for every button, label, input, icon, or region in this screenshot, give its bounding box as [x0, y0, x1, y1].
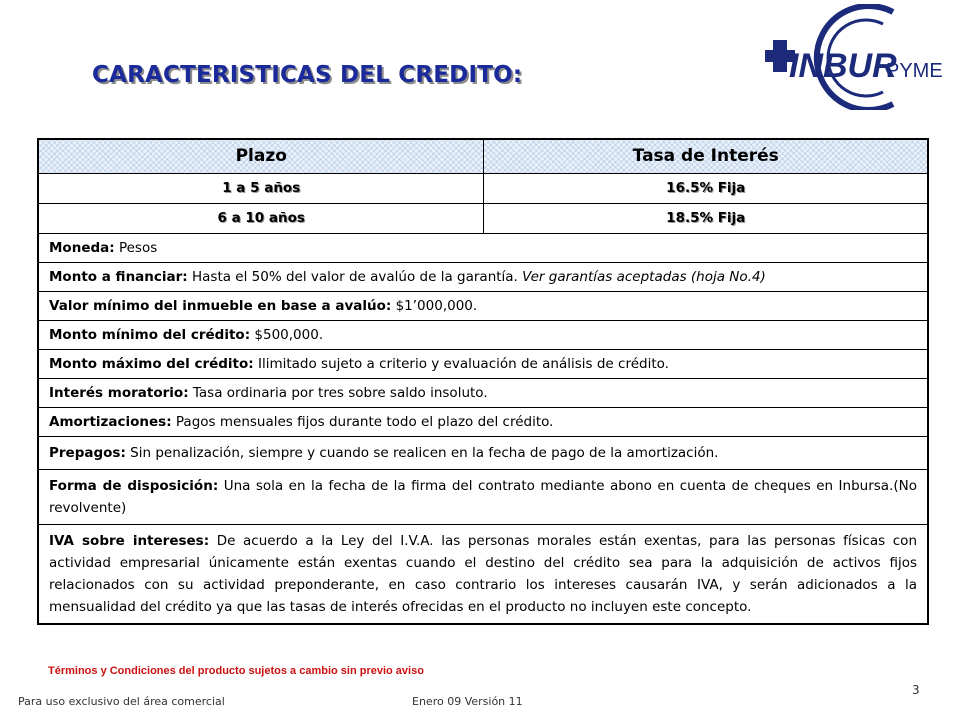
credit-characteristics-table — [37, 138, 929, 625]
info-row-interes-moratorio — [38, 378, 928, 407]
header-plazo: Plazo — [38, 139, 484, 173]
info-value: Pagos mensuales fijos durante todo el plazo del crédito. — [171, 413, 554, 430]
rate-row — [38, 203, 928, 233]
info-cell — [38, 469, 928, 524]
info-label: Prepagos: — [49, 444, 126, 461]
info-label: Monto máximo del crédito: — [49, 355, 254, 372]
header-tasa: Tasa de Interés — [484, 139, 928, 173]
info-row-forma-disposicion — [38, 469, 928, 524]
info-row-moneda — [38, 233, 928, 262]
page-number: 3 — [912, 683, 920, 697]
info-label: Amortizaciones: — [49, 413, 172, 430]
footer-version: Enero 09 Versión 11 — [412, 695, 523, 708]
rate-plazo: 6 a 10 años — [38, 203, 484, 233]
info-label: Interés moratorio: — [49, 384, 189, 401]
info-cell — [38, 233, 928, 262]
info-value: Pesos — [114, 239, 158, 256]
info-label: Forma de disposición: — [49, 477, 219, 494]
info-value: Ilimitado sujeto a criterio y evaluación de análisis de crédito. — [253, 355, 669, 372]
info-cell — [38, 407, 928, 436]
info-cell — [38, 320, 928, 349]
info-row-amortizaciones — [38, 407, 928, 436]
info-cell — [38, 524, 928, 624]
rate-tasa: 18.5% Fija — [484, 203, 928, 233]
logo-text: INBUR — [789, 47, 897, 85]
info-label: Monto mínimo del crédito: — [49, 326, 251, 343]
info-value: Una sola en la fecha de la firma del contrato mediante abono en cuenta de cheques en Inbursa.(No revolvente) — [49, 477, 917, 516]
info-row-iva — [38, 524, 928, 624]
info-value: Sin penalización, siempre y cuando se realicen en la fecha de pago de la amortización. — [125, 444, 719, 461]
info-cell — [38, 378, 928, 407]
page-title: CARACTERISTICAS DEL CREDITO: — [92, 62, 523, 88]
info-label: Monto a financiar: — [49, 268, 188, 285]
info-cell — [38, 262, 928, 291]
terms-disclaimer: Términos y Condiciones del producto sujetos a cambio sin previo aviso — [48, 665, 424, 677]
info-cell — [38, 291, 928, 320]
info-row-monto-minimo — [38, 320, 928, 349]
info-value: $1’000,000. — [391, 297, 478, 314]
rate-plazo: 1 a 5 años — [38, 173, 484, 203]
info-label: Valor mínimo del inmueble en base a avalúo: — [49, 297, 392, 314]
info-row-prepagos — [38, 436, 928, 469]
info-cell — [38, 436, 928, 469]
info-value: Tasa ordinaria por tres sobre saldo insoluto. — [188, 384, 488, 401]
table-header-row — [38, 139, 928, 173]
info-note: Ver garantías aceptadas (hoja No.4) — [522, 268, 766, 285]
info-row-valor-minimo — [38, 291, 928, 320]
info-cell — [38, 349, 928, 378]
info-row-monto-maximo — [38, 349, 928, 378]
rate-tasa: 16.5% Fija — [484, 173, 928, 203]
rate-row — [38, 173, 928, 203]
logo-suffix: PYME — [886, 60, 943, 82]
info-value: $500,000. — [250, 326, 324, 343]
info-value: Hasta el 50% del valor de avalúo de la garantía. — [187, 268, 523, 285]
inburpyme-logo — [743, 4, 955, 110]
info-label: Moneda: — [49, 239, 115, 256]
info-row-monto-financiar — [38, 262, 928, 291]
info-value: De acuerdo a la Ley del I.V.A. las personas morales están exentas, para las personas físicas con actividad empresarial únicamente están exentas cuando el destino del crédito sea para la adquisición de activos fijos relacionados con su actividad preponderante, en caso contrario los intereses causarán IVA, y serán adicionados a la mensualidad del crédito ya que las tasas de interés ofrecidas en el producto no incluyen este concepto. — [49, 532, 917, 615]
footer-usage-note: Para uso exclusivo del área comercial — [18, 695, 225, 708]
info-label: IVA sobre intereses: — [49, 532, 210, 549]
